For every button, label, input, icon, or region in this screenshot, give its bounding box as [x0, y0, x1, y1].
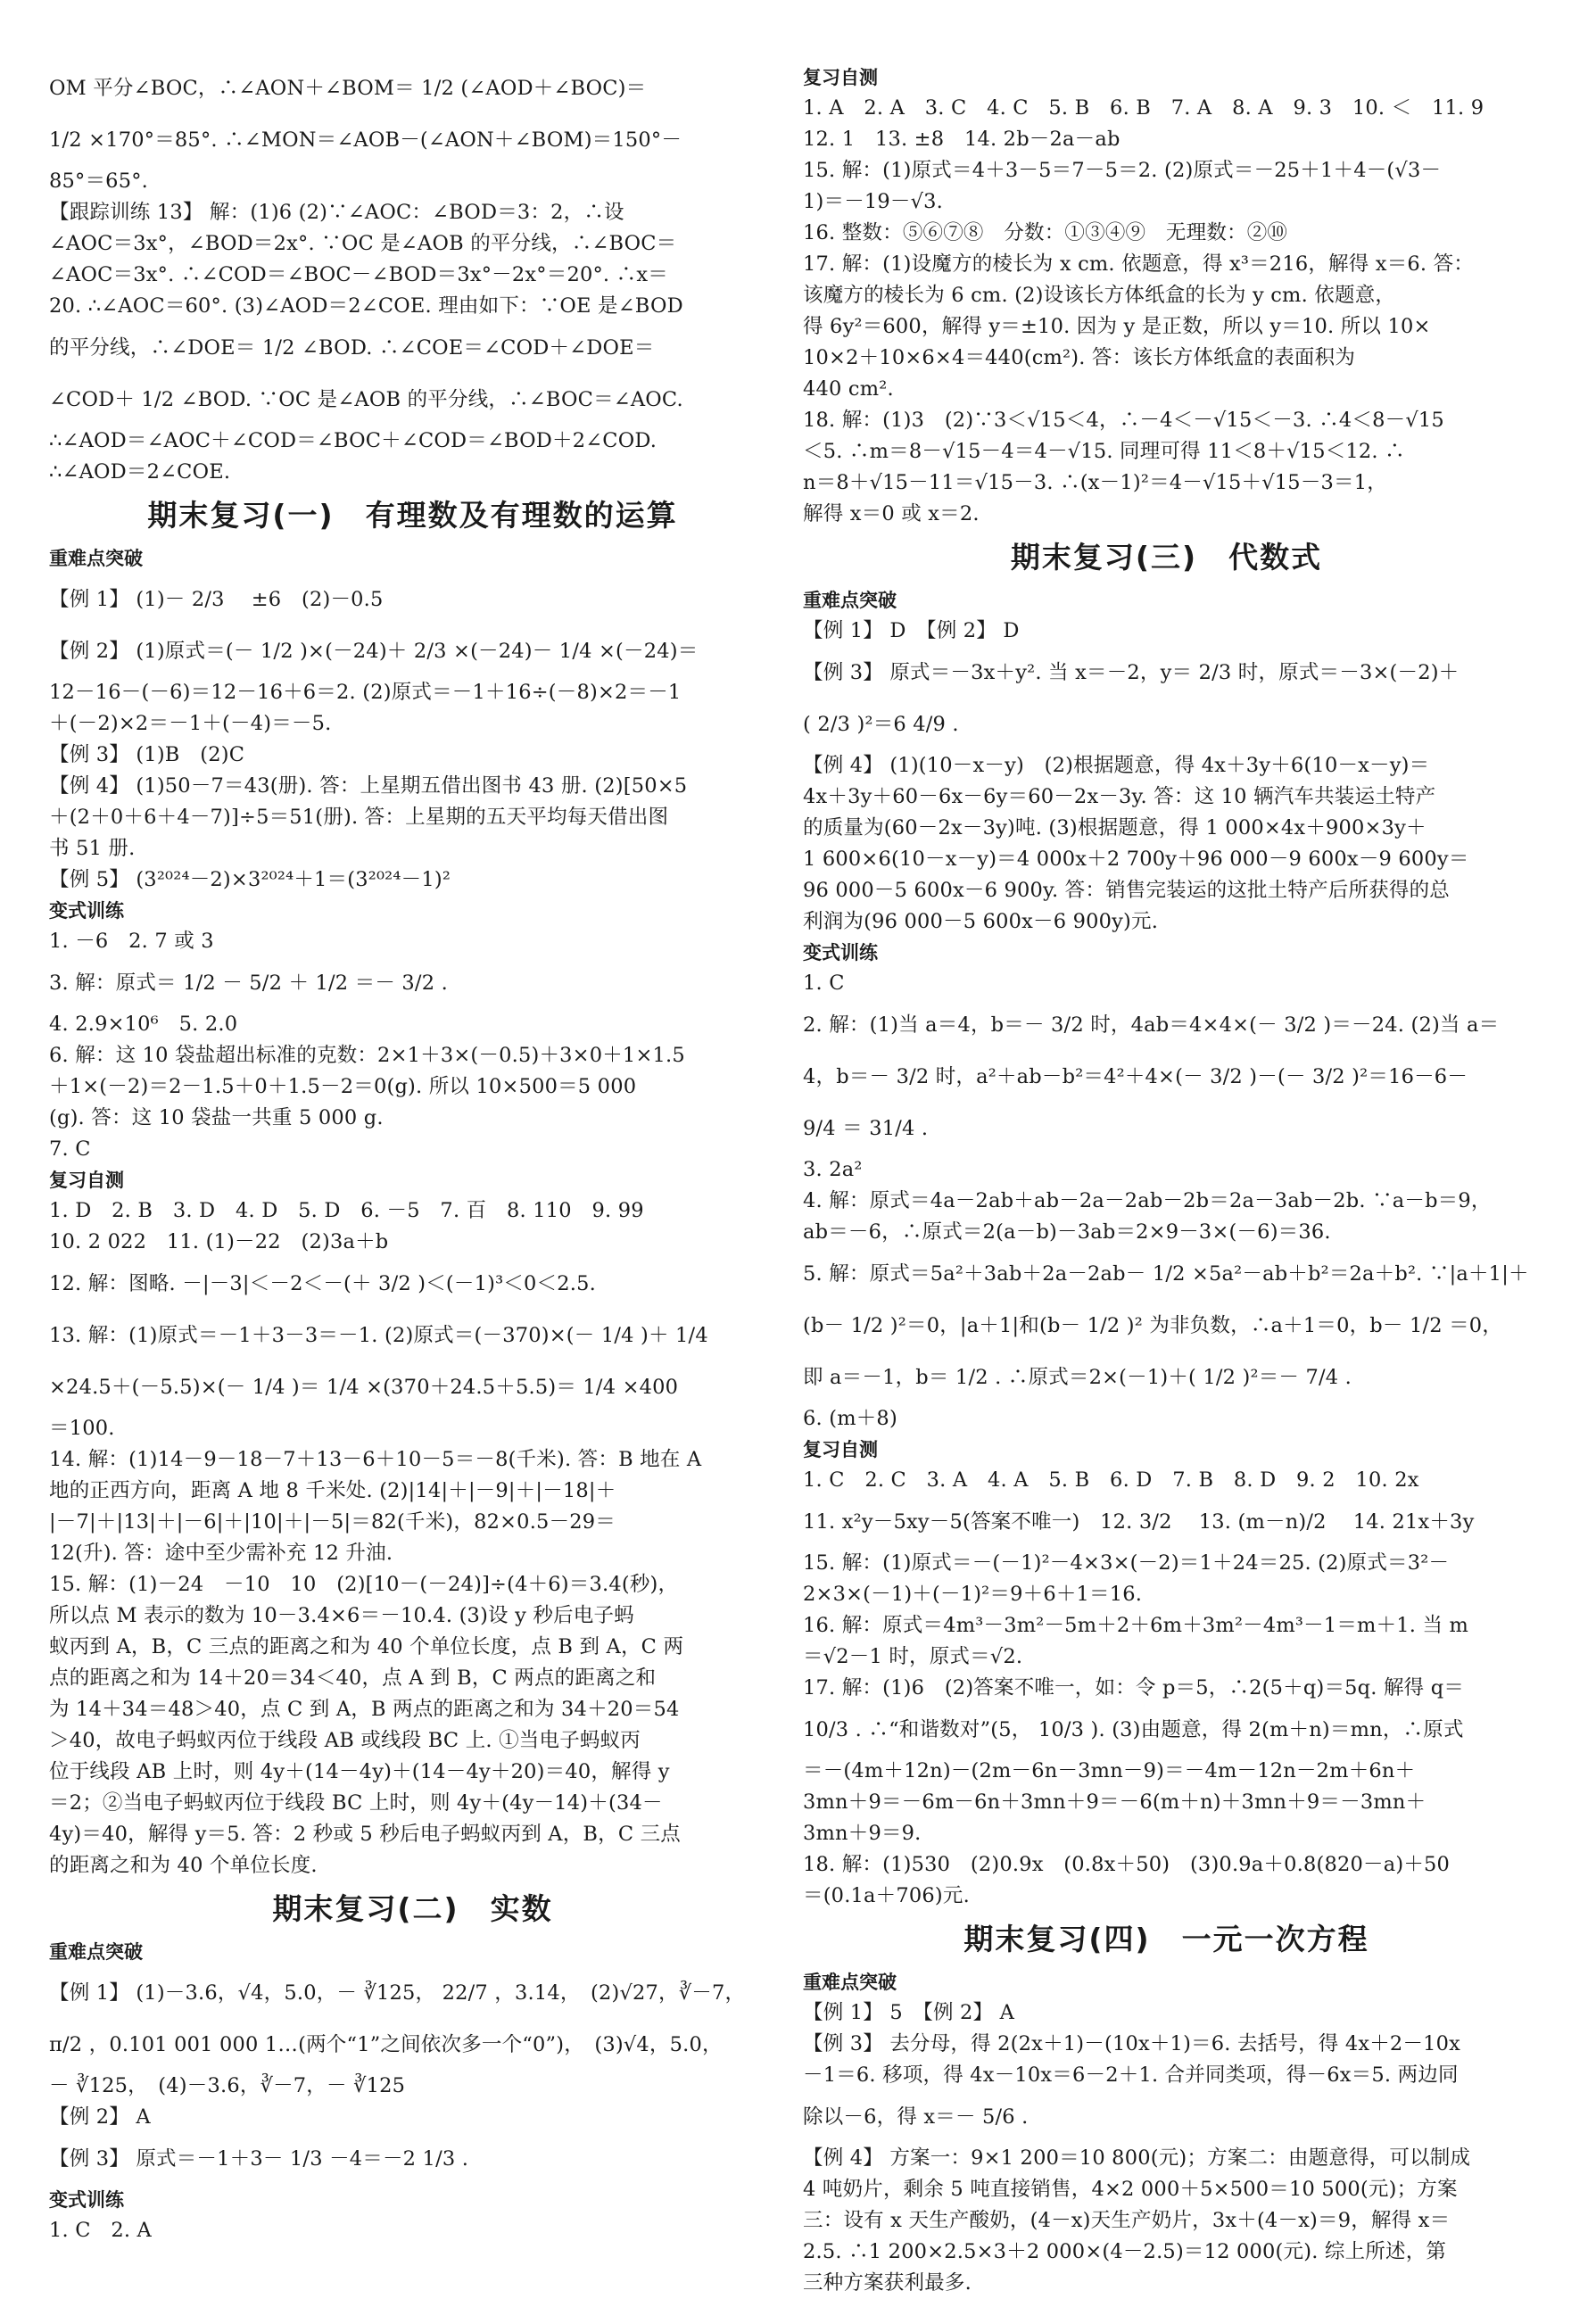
- answer-line: 85°＝65°.: [49, 170, 149, 193]
- answer-line: ×24.5＋(－5.5)×(－ 1/4 )＝ 1/4 ×(370＋24.5＋5.5)＝ 1/4 ×400: [49, 1376, 679, 1399]
- answer-line: ＝(0.1a＋706)元.: [803, 1884, 970, 1907]
- answer-line: 地的正西方向，距离 A 地 8 千米处. (2)|14|＋|－9|＋|－18|＋: [49, 1479, 616, 1502]
- answer-line: 15. 解：(1)原式＝－(－1)²－4×3×(－2)＝1＋24＝25. (2)原式＝3²－: [803, 1551, 1450, 1575]
- answer-line: 4. 解：原式＝4a－2ab＋ab－2a－2ab－2b＝2a－3ab－2b. ∵a－b＝9，: [803, 1189, 1492, 1212]
- answer-line: 的平分线，∴∠DOE＝ 1/2 ∠BOD. ∴∠COE＝∠COD＋∠DOE＝: [49, 336, 655, 360]
- answer-line: ∠AOC＝3x°. ∴∠COD＝∠BOC－∠BOD＝3x°－2x°＝20°. ∴x＝: [49, 263, 668, 286]
- answer-line: 【例 4】 (1)(10－x－y) (2)根据题意，得 4x＋3y＋6(10－x－y)＝: [803, 754, 1430, 777]
- answer-line: π/2 ，0.101 001 000 1…(两个“1”之间依次多一个“0”)， (3)√4，5.0，: [49, 2033, 723, 2056]
- answer-line: ∠COD＋ 1/2 ∠BOD. ∵OC 是∠AOB 的平分线，∴∠BOC＝∠AOC.: [49, 388, 683, 411]
- answer-line: ＋(－2)×2＝－1＋(－4)＝－5.: [49, 712, 332, 735]
- answer-line: 15. 解：(1)－24 －10 10 (2)[10－(－24)]÷(4＋6)＝3.4(秒)，: [49, 1573, 679, 1596]
- answer-line: 440 cm².: [803, 377, 894, 401]
- answer-line: 1. D 2. B 3. D 4. D 5. D 6. －5 7. 百 8. 110 9. 99: [49, 1199, 644, 1222]
- answer-line: 1. C 2. A: [49, 2219, 153, 2242]
- answer-line: 4. 2.9×10⁶ 5. 2.0: [49, 1013, 238, 1036]
- answer-line: 蚁丙到 A，B，C 三点的距离之和为 40 个单位长度，点 B 到 A，C 两: [49, 1635, 684, 1658]
- answer-line: ＝100.: [49, 1417, 115, 1440]
- answer-line: 6. 解：这 10 袋盐超出标准的克数：2×1＋3×(－0.5)＋3×0＋1×1.5: [49, 1044, 685, 1067]
- answer-line: 【例 3】 原式＝－1＋3－ 1/3 －4＝－2 1/3 .: [49, 2147, 469, 2171]
- section-title: 期末复习(二) 实数: [272, 1891, 553, 1926]
- right-column: [803, 62, 1530, 2299]
- answer-line: 2.5. ∴1 200×2.5×3＋2 000×(4－2.5)＝12 000(元). 综上所述，第: [803, 2240, 1447, 2263]
- answer-line: 7. C: [49, 1137, 91, 1161]
- answer-line: 15. 解：(1)原式＝4＋3－5＝7－5＝2. (2)原式＝－25＋1＋4－(√3－: [803, 159, 1442, 182]
- answer-line: 6. (m＋8): [803, 1407, 897, 1430]
- answer-line: 【例 4】 (1)50－7＝43(册). 答：上星期五借出图书 43 册. (2)[50×5: [49, 774, 688, 798]
- answer-line: 11. x²y－5xy－5(答案不唯一) 12. 3/2 13. (m－n)/2 14. 21x＋3y: [803, 1510, 1475, 1534]
- answer-line: 96 000－5 600x－6 900y. 答：销售完装运的这批土特产后所获得的总: [803, 879, 1450, 902]
- answer-line: － ∛125， (4)－3.6，∛－7，－ ∛125: [49, 2074, 406, 2097]
- answer-line: 1. －6 2. 7 或 3: [49, 930, 214, 953]
- answer-line: n＝8＋√15－11＝√15－3. ∴(x－1)²＝4－√15＋√15－3＝1，: [803, 471, 1387, 494]
- left-column: [49, 62, 776, 2246]
- answer-line: 除以－6，得 x＝－ 5/6 .: [803, 2105, 1029, 2129]
- answer-line: 12. 解：图略. －|－3|＜－2＜－(＋ 3/2 )＜(－1)³＜0＜2.5.: [49, 1272, 596, 1295]
- answer-line: 书 51 册.: [49, 837, 136, 860]
- answer-line: 13. 解：(1)原式＝－1＋3－3＝－1. (2)原式＝(－370)×(－ 1/4 )＋ 1/4: [49, 1324, 708, 1347]
- answer-line: 16. 解：原式＝4m³－3m²－5m＋2＋6m＋3m²－4m³－1＝m＋1. 当 m: [803, 1614, 1469, 1637]
- answer-line: 10/3 . ∴“和谐数对”(5， 10/3 ). (3)由题意，得 2(m＋n)＝mn，∴原式: [803, 1718, 1464, 1741]
- answer-line: 12(升). 答：途中至少需补充 12 升油.: [49, 1542, 393, 1565]
- answer-line: 的质量为(60－2x－3y)吨. (3)根据题意，得 1 000×4x＋900×3y＋: [803, 816, 1426, 839]
- answer-line: ＜5. ∴m＝8－√15－4＝4－√15. 同理可得 11＜8＋√15＜12. ∴: [803, 440, 1405, 463]
- answer-line: 位于线段 AB 上时，则 4y＋(14－4y)＋(14－4y＋20)＝40，解得 y: [49, 1760, 670, 1783]
- answer-line: 1/2 ×170°＝85°. ∴∠MON＝∠AOB－(∠AON＋∠BOM)＝150°－: [49, 128, 682, 152]
- answer-line: 3mn＋9＝9.: [803, 1822, 922, 1845]
- answer-line: 【例 5】 (3²⁰²⁴－2)×3²⁰²⁴＋1＝(3²⁰²⁴－1)²: [49, 868, 451, 891]
- answer-line: 20. ∴∠AOC＝60°. (3)∠AOD＝2∠COE. 理由如下：∵OE 是∠BOD: [49, 294, 683, 318]
- answer-line: 为 14＋34＝48＞40，点 C 到 A，B 两点的距离之和为 34＋20＝54: [49, 1698, 680, 1721]
- answer-line: 3. 解：原式＝ 1/2 － 5/2 ＋ 1/2 ＝－ 3/2 .: [49, 972, 448, 995]
- answer-line: 5. 解：原式＝5a²＋3ab＋2a－2ab－ 1/2 ×5a²－ab＋b²＝2a＋b². ∵|a＋1|＋: [803, 1262, 1529, 1286]
- answer-line: 三种方案获利最多.: [803, 2271, 972, 2295]
- subsection-heading: 重难点突破: [49, 1941, 143, 1963]
- answer-line: 【例 2】 (1)原式＝(－ 1/2 )×(－24)＋ 2/3 ×(－24)－ 1/4 ×(－24)＝: [49, 640, 699, 663]
- subsection-heading: 重难点突破: [803, 590, 897, 611]
- answer-line: 18. 解：(1)530 (2)0.9x (0.8x＋50) (3)0.9a＋0.8(820－a)＋50: [803, 1853, 1451, 1876]
- answer-line: 3mn＋9＝－6m－6n＋3mn＋9＝－6(m＋n)＋3mn＋9＝－3mn＋: [803, 1790, 1426, 1814]
- answer-line: 4y)＝40，解得 y＝5. 答：2 秒或 5 秒后电子蚂蚁丙到 A，B，C 三点: [49, 1823, 682, 1846]
- section-title: 期末复习(四) 一元一次方程: [963, 1922, 1369, 1956]
- answer-line: 的距离之和为 40 个单位长度.: [49, 1854, 318, 1877]
- answer-line: ab＝－6，∴原式＝2(a－b)－3ab＝2×9－3×(－6)＝36.: [803, 1220, 1331, 1244]
- answer-line: (b－ 1/2 )²＝0，|a＋1|和(b－ 1/2 )² 为非负数，∴a＋1＝0，b－ 1/2 ＝0，: [803, 1314, 1503, 1337]
- answer-line: －1＝6. 移项，得 4x－10x＝6－2＋1. 合并同类项，得－6x＝5. 两边同: [803, 2063, 1459, 2087]
- answer-line: 1. A 2. A 3. C 4. C 5. B 6. B 7. A 8. A 9. 3 10. ＜ 11. 9: [803, 96, 1484, 120]
- subsection-heading: 复习自测: [803, 67, 878, 88]
- answer-line: 【例 1】 D 【例 2】 D: [803, 619, 1020, 642]
- answer-line: 点的距离之和为 14＋20＝34＜40，点 A 到 B，C 两点的距离之和: [49, 1666, 657, 1690]
- answer-line: OM 平分∠BOC，∴∠AON＋∠BOM＝ 1/2 (∠AOD＋∠BOC)＝: [49, 77, 647, 100]
- answer-line: 【例 1】 5 【例 2】 A: [803, 2001, 1015, 2024]
- answer-line: ∠AOC＝3x°，∠BOD＝2x°. ∵OC 是∠AOB 的平分线，∴∠BOC＝: [49, 232, 677, 255]
- section-title: 期末复习(一) 有理数及有理数的运算: [147, 498, 678, 533]
- answer-line: 2×3×(－1)＋(－1)²＝9＋6＋1＝16.: [803, 1583, 1143, 1606]
- answer-line: 12－16－(－6)＝12－16＋6＝2. (2)原式＝－1＋16÷(－8)×2＝－1: [49, 681, 682, 704]
- answer-line: 解得 x＝0 或 x＝2.: [803, 502, 980, 525]
- answer-line: 【例 2】 A: [49, 2105, 151, 2129]
- answer-line: 1. C 2. C 3. A 4. A 5. B 6. D 7. B 8. D 9. 2 10. 2x: [803, 1468, 1419, 1492]
- section-title: 期末复习(三) 代数式: [1010, 540, 1323, 575]
- answer-line: 【例 4】 方案一：9×1 200＝10 800(元)；方案二：由题意得，可以制成: [803, 2146, 1471, 2170]
- answer-line: 2. 解：(1)当 a＝4，b＝－ 3/2 时，4ab＝4×4×(－ 3/2 )＝－24. (2)当 a＝: [803, 1013, 1500, 1037]
- answer-line: 10. 2 022 11. (1)－22 (2)3a＋b: [49, 1230, 389, 1253]
- answer-line: 【例 3】 去分母，得 2(2x＋1)－(10x＋1)＝6. 去括号，得 4x＋2－10x: [803, 2032, 1461, 2055]
- answer-line: ＝√2－1 时，原式＝√2.: [803, 1645, 1023, 1668]
- answer-line: 9/4 ＝ 31/4 .: [803, 1117, 929, 1140]
- answer-line: 14. 解：(1)14－9－18－7＋13－6＋10－5＝－8(千米). 答：B 地在 A: [49, 1448, 702, 1471]
- answer-line: 该魔方的棱长为 6 cm. (2)设该长方体纸盒的长为 y cm. 依题意，: [803, 284, 1396, 307]
- answer-line: 16. 整数：⑤⑥⑦⑧ 分数：①③④⑨ 无理数：②⑩: [803, 221, 1288, 244]
- answer-line: ＞40，故电子蚂蚁丙位于线段 AB 或线段 BC 上. ①当电子蚂蚁丙: [49, 1729, 641, 1752]
- answer-line: ∴∠AOD＝2∠COE.: [49, 460, 231, 484]
- answer-line: 利润为(96 000－5 600x－6 900y)元.: [803, 910, 1159, 933]
- answer-line: 18. 解：(1)3 (2)∵3＜√15＜4，∴－4＜－√15＜－3. ∴4＜8－√15: [803, 409, 1444, 432]
- answer-line: ∴∠AOD＝∠AOC＋∠COD＝∠BOC＋∠COD＝∠BOD＋2∠COD.: [49, 429, 657, 452]
- subsection-heading: 复习自测: [803, 1439, 878, 1460]
- subsection-heading: 变式训练: [49, 2189, 124, 2211]
- answer-line: 三：设有 x 天生产酸奶，(4－x)天生产奶片，3x＋(4－x)＝9，解得 x＝: [803, 2209, 1451, 2232]
- answer-line: 所以点 M 表示的数为 10－3.4×6＝－10.4. (3)设 y 秒后电子蚂: [49, 1604, 634, 1627]
- answer-line: 【例 3】 (1)B (2)C: [49, 743, 245, 766]
- answer-line: 3. 2a²: [803, 1158, 863, 1181]
- answer-line: 【例 1】 (1)－3.6，√4，5.0，－ ∛125， 22/7 ，3.14， (2)√27，∛－7，: [49, 1981, 746, 2005]
- answer-line: 【跟踪训练 13】 解：(1)6 (2)∵∠AOC：∠BOD＝3：2，∴设: [49, 201, 624, 224]
- answer-line: ＋1×(－2)＝2－1.5＋0＋1.5－2＝0(g). 所以 10×500＝5 000: [49, 1075, 637, 1098]
- answer-line: ＝2；②当电子蚂蚁丙位于线段 BC 上时，则 4y＋(4y－14)＋(34－: [49, 1791, 663, 1815]
- answer-line: 1)＝－19－√3.: [803, 190, 944, 213]
- subsection-heading: 变式训练: [49, 900, 124, 922]
- answer-line: 4x＋3y＋60－6x－6y＝60－2x－3y. 答：这 10 辆汽车共装运土特产: [803, 785, 1436, 808]
- answer-line: |－7|＋|13|＋|－6|＋|10|＋|－5|＝82(千米)，82×0.5－29＝: [49, 1510, 616, 1534]
- answer-line: ( 2/3 )²＝6 4/9 .: [803, 713, 959, 736]
- answer-line: 得 6y²＝600，解得 y＝±10. 因为 y 是正数，所以 y＝10. 所以 10×: [803, 315, 1431, 338]
- answer-line: 1. C: [803, 972, 845, 995]
- answer-line: 4 吨奶片，剩余 5 吨直接销售，4×2 000＋5×500＝10 500(元)；方案: [803, 2178, 1458, 2201]
- answer-line: 1 600×6(10－x－y)＝4 000x＋2 700y＋96 000－9 600x－9 600y＝: [803, 848, 1469, 871]
- answer-line: 17. 解：(1)6 (2)答案不唯一，如：令 p＝5，∴2(5＋q)＝5q. 解得 q＝: [803, 1676, 1465, 1699]
- answer-line: 12. 1 13. ±8 14. 2b－2a－ab: [803, 128, 1121, 151]
- answer-line: 4，b＝－ 3/2 时，a²＋ab－b²＝4²＋4×(－ 3/2 )－(－ 3/2 )²＝16－6－: [803, 1065, 1468, 1088]
- answer-line: 【例 1】 (1)－ 2/3 ±6 (2)－0.5: [49, 588, 384, 611]
- answer-line: (g). 答：这 10 袋盐一共重 5 000 g.: [49, 1106, 384, 1129]
- answer-line: 即 a＝－1，b＝ 1/2 . ∴原式＝2×(－1)＋( 1/2 )²＝－ 7/4 .: [803, 1366, 1352, 1389]
- subsection-heading: 重难点突破: [49, 548, 143, 569]
- answer-line: 10×2＋10×6×4＝440(cm²). 答：该长方体纸盒的表面积为: [803, 346, 1356, 369]
- answer-line: 17. 解：(1)设魔方的棱长为 x cm. 依题意，得 x³＝216，解得 x＝6. 答：: [803, 252, 1475, 276]
- answer-line: 【例 3】 原式＝－3x＋y². 当 x＝－2，y＝ 2/3 时，原式＝－3×(－2)＋: [803, 661, 1460, 684]
- subsection-heading: 变式训练: [803, 942, 878, 963]
- subsection-heading: 复习自测: [49, 1170, 124, 1191]
- answer-line: ＝－(4m＋12n)－(2m－6n－3mn－9)＝－4m－12n－2m＋6n＋: [803, 1759, 1416, 1782]
- answer-line: ＋(2＋0＋6＋4－7)]÷5＝51(册). 答：上星期的五天平均每天借出图: [49, 806, 669, 829]
- subsection-heading: 重难点突破: [803, 1972, 897, 1993]
